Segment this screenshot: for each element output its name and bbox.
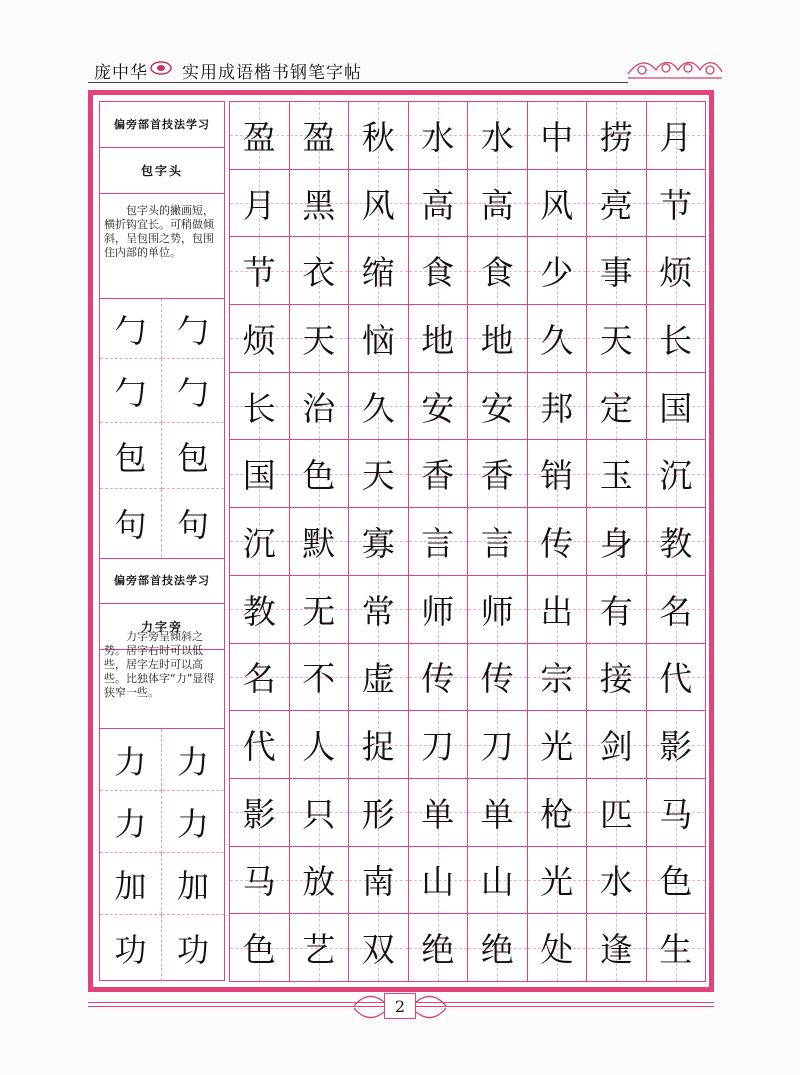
grid-cell (586, 710, 647, 779)
grid-char: 秋 (361, 117, 395, 157)
grid-char: 销 (540, 456, 574, 496)
grid-char: 枪 (540, 794, 574, 834)
example-char: 勹 (100, 359, 162, 423)
grid-char: 代 (242, 727, 276, 767)
grid-char: 黑 (302, 185, 336, 225)
grid-cell (467, 575, 528, 644)
grid-char: 刀 (421, 727, 455, 767)
grid-cell (527, 913, 588, 982)
grid-char: 艺 (302, 930, 336, 970)
grid-cell (348, 169, 409, 238)
example-char: 功 (100, 915, 162, 981)
book-title: 实用成语楷书钢笔字帖 (182, 63, 362, 83)
grid-char: 缩 (361, 253, 395, 293)
grid-char: 匹 (599, 794, 633, 834)
grid-char: 香 (421, 456, 455, 496)
grid-char: 默 (302, 523, 336, 563)
grid-cell (229, 575, 290, 644)
grid-char: 生 (659, 930, 693, 970)
grid-char: 恼 (361, 320, 395, 360)
author-name: 庞中华 (94, 63, 148, 83)
grid-char: 教 (242, 591, 276, 631)
grid-char: 放 (302, 862, 336, 902)
grid-cell (289, 913, 350, 982)
grid-cell (289, 507, 350, 576)
grid-cell (646, 643, 707, 712)
grid-char: 处 (540, 930, 574, 970)
grid-cell (348, 778, 409, 847)
grid-char: 双 (361, 930, 395, 970)
grid-cell (289, 169, 350, 238)
grid-char: 玉 (599, 456, 633, 496)
grid-char: 接 (599, 659, 633, 699)
grid-cell (586, 439, 647, 508)
grid-char: 食 (421, 253, 455, 293)
grid-cell (348, 101, 409, 170)
radical-sidebar (99, 101, 225, 981)
grid-char: 剑 (599, 727, 633, 767)
grid-char: 色 (242, 930, 276, 970)
grid-cell (229, 304, 290, 373)
grid-cell (348, 236, 409, 305)
grid-cell (289, 710, 350, 779)
grid-cell (646, 575, 707, 644)
grid-cell (229, 507, 290, 576)
grid-cell (527, 846, 588, 915)
grid-cell (467, 439, 528, 508)
grid-char: 月 (659, 117, 693, 157)
grid-char: 山 (480, 862, 514, 902)
grid-char: 光 (540, 727, 574, 767)
grid-cell (527, 304, 588, 373)
example-char: 力 (162, 791, 224, 853)
grid-char: 传 (421, 659, 455, 699)
grid-char: 师 (480, 591, 514, 631)
grid-char: 影 (659, 727, 693, 767)
grid-cell (646, 304, 707, 373)
grid-cell (646, 507, 707, 576)
example-char: 勹 (162, 359, 224, 423)
page-footer (88, 992, 714, 1022)
grid-char: 人 (302, 727, 336, 767)
grid-cell (229, 710, 290, 779)
section2-subtitle: 力字旁 (100, 604, 224, 650)
grid-cell (229, 439, 290, 508)
example-char: 勹 (162, 299, 224, 359)
grid-char: 亮 (599, 185, 633, 225)
grid-cell (527, 507, 588, 576)
grid-char: 天 (361, 456, 395, 496)
grid-cell (467, 710, 528, 779)
grid-char: 少 (540, 253, 574, 293)
grid-cell (646, 710, 707, 779)
grid-char: 宗 (540, 659, 574, 699)
grid-cell (586, 169, 647, 238)
grid-cell (408, 778, 469, 847)
grid-cell (408, 101, 469, 170)
grid-cell (229, 169, 290, 238)
grid-char: 色 (302, 456, 336, 496)
grid-char: 国 (242, 456, 276, 496)
grid-cell (527, 236, 588, 305)
grid-cell (527, 643, 588, 712)
grid-char: 单 (421, 794, 455, 834)
grid-char: 香 (480, 456, 514, 496)
grid-cell (348, 372, 409, 441)
grid-cell (348, 710, 409, 779)
grid-char: 师 (421, 591, 455, 631)
grid-cell (646, 846, 707, 915)
grid-char: 不 (302, 659, 336, 699)
grid-cell (408, 575, 469, 644)
grid-cell (289, 236, 350, 305)
grid-char: 水 (599, 862, 633, 902)
grid-cell (646, 372, 707, 441)
grid-char: 捞 (599, 117, 633, 157)
grid-cell (408, 169, 469, 238)
grid-char: 教 (659, 523, 693, 563)
grid-cell (408, 439, 469, 508)
grid-cell (527, 169, 588, 238)
grid-char: 出 (540, 591, 574, 631)
grid-cell (646, 169, 707, 238)
grid-char: 衣 (302, 253, 336, 293)
grid-char: 山 (421, 862, 455, 902)
grid-char: 南 (361, 862, 395, 902)
grid-char: 马 (659, 794, 693, 834)
grid-char: 烦 (242, 320, 276, 360)
grid-cell (289, 304, 350, 373)
grid-char: 刀 (480, 727, 514, 767)
grid-char: 风 (361, 185, 395, 225)
grid-char: 高 (421, 185, 455, 225)
grid-char: 逢 (599, 930, 633, 970)
example-char: 力 (100, 729, 162, 791)
grid-char: 形 (361, 794, 395, 834)
grid-char: 身 (599, 523, 633, 563)
grid-cell (467, 236, 528, 305)
grid-char: 沉 (659, 456, 693, 496)
example-char: 包 (162, 423, 224, 489)
grid-cell (586, 236, 647, 305)
grid-char: 常 (361, 591, 395, 631)
grid-cell (289, 439, 350, 508)
section1-description: 包字头的撇画短，横折钩宜长。可稍做倾斜，呈包围之势，包围住内部的单位。 (104, 204, 214, 259)
grid-cell (229, 643, 290, 712)
grid-char: 节 (242, 253, 276, 293)
grid-char: 邦 (540, 388, 574, 428)
grid-cell (348, 913, 409, 982)
grid-cell (289, 778, 350, 847)
example-char: 勹 (100, 299, 162, 359)
grid-cell (527, 372, 588, 441)
grid-cell (467, 507, 528, 576)
grid-char: 月 (242, 185, 276, 225)
grid-char: 久 (361, 388, 395, 428)
grid-cell (527, 778, 588, 847)
grid-cell (586, 913, 647, 982)
grid-char: 有 (599, 591, 633, 631)
header-rule (88, 82, 628, 83)
section2-title: 偏旁部首技法学习 (100, 558, 224, 604)
grid-char: 久 (540, 320, 574, 360)
grid-char: 食 (480, 253, 514, 293)
grid-cell (408, 846, 469, 915)
grid-char: 传 (540, 523, 574, 563)
grid-char: 中 (540, 117, 574, 157)
grid-cell (586, 846, 647, 915)
grid-char: 长 (242, 388, 276, 428)
grid-cell (646, 101, 707, 170)
grid-cell (467, 101, 528, 170)
ornament-icon (150, 61, 172, 75)
grid-cell (408, 507, 469, 576)
grid-char: 定 (599, 388, 633, 428)
grid-cell (586, 643, 647, 712)
grid-char: 高 (480, 185, 514, 225)
section2-description: 力字旁呈倾斜之势。居字右时可以低些，居字左时可以高些。比独体字“力”显得狭窄一些。 (104, 630, 215, 699)
grid-cell (348, 643, 409, 712)
grid-char: 水 (421, 117, 455, 157)
grid-cell (646, 439, 707, 508)
grid-cell (229, 913, 290, 982)
grid-char: 传 (480, 659, 514, 699)
grid-char: 天 (599, 320, 633, 360)
grid-cell (646, 913, 707, 982)
example-char: 力 (162, 729, 224, 791)
grid-cell (408, 236, 469, 305)
grid-cell (527, 439, 588, 508)
grid-char: 节 (659, 185, 693, 225)
floral-border-icon (626, 52, 724, 82)
grid-cell (289, 101, 350, 170)
page-number: 2 (384, 993, 416, 1019)
grid-cell (586, 372, 647, 441)
grid-char: 寡 (361, 523, 395, 563)
grid-char: 沉 (242, 523, 276, 563)
grid-cell (229, 236, 290, 305)
grid-cell (289, 372, 350, 441)
grid-char: 影 (242, 794, 276, 834)
example-char: 功 (176, 931, 209, 969)
grid-char: 言 (480, 523, 514, 563)
grid-cell (408, 304, 469, 373)
grid-char: 名 (242, 659, 276, 699)
grid-char: 绝 (480, 930, 514, 970)
grid-char: 地 (480, 320, 514, 360)
grid-cell (646, 236, 707, 305)
grid-char: 安 (480, 388, 514, 428)
grid-cell (229, 101, 290, 170)
example-char: 句 (100, 489, 162, 557)
grid-cell (586, 778, 647, 847)
grid-char: 水 (480, 117, 514, 157)
grid-char: 安 (421, 388, 455, 428)
grid-cell (408, 643, 469, 712)
grid-char: 只 (302, 794, 336, 834)
example-char: 句 (176, 506, 209, 544)
section1-title: 偏旁部首技法学习 (100, 102, 224, 148)
grid-cell (467, 304, 528, 373)
grid-cell (289, 846, 350, 915)
grid-char: 马 (242, 862, 276, 902)
grid-cell (527, 101, 588, 170)
grid-cell (527, 575, 588, 644)
grid-char: 地 (421, 320, 455, 360)
grid-cell (229, 372, 290, 441)
grid-char: 光 (540, 862, 574, 902)
grid-char: 长 (659, 320, 693, 360)
grid-cell (348, 507, 409, 576)
grid-cell (586, 575, 647, 644)
example-char: 力 (100, 791, 162, 853)
grid-cell (586, 304, 647, 373)
grid-char: 风 (540, 185, 574, 225)
grid-char: 代 (659, 659, 693, 699)
section1-subtitle: 包字头 (100, 148, 224, 194)
grid-char: 盈 (242, 117, 276, 157)
grid-cell (527, 710, 588, 779)
grid-cell (229, 778, 290, 847)
example-char: 加 (100, 853, 162, 915)
grid-cell (467, 846, 528, 915)
grid-cell (289, 643, 350, 712)
grid-cell (348, 304, 409, 373)
practice-grid (229, 101, 705, 981)
grid-cell (586, 101, 647, 170)
grid-char: 虚 (361, 659, 395, 699)
grid-char: 盈 (302, 117, 336, 157)
example-char: 包 (100, 423, 162, 489)
grid-cell (408, 710, 469, 779)
grid-cell (586, 507, 647, 576)
grid-cell (348, 575, 409, 644)
grid-cell (408, 372, 469, 441)
grid-cell (646, 778, 707, 847)
grid-char: 捉 (361, 727, 395, 767)
grid-cell (229, 846, 290, 915)
grid-char: 国 (659, 388, 693, 428)
grid-char: 单 (480, 794, 514, 834)
grid-char: 无 (302, 591, 336, 631)
grid-cell (467, 913, 528, 982)
example-char: 加 (162, 853, 224, 915)
page-header (0, 52, 800, 86)
grid-cell (348, 439, 409, 508)
grid-char: 言 (421, 523, 455, 563)
grid-cell (348, 846, 409, 915)
grid-cell (467, 643, 528, 712)
grid-cell (289, 575, 350, 644)
grid-char: 烦 (659, 253, 693, 293)
grid-cell (467, 778, 528, 847)
grid-cell (408, 913, 469, 982)
grid-cell (467, 372, 528, 441)
grid-char: 绝 (421, 930, 455, 970)
grid-char: 色 (659, 862, 693, 902)
grid-char: 名 (659, 591, 693, 631)
grid-char: 天 (302, 320, 336, 360)
grid-cell (467, 169, 528, 238)
grid-char: 治 (302, 388, 336, 428)
grid-char: 事 (599, 253, 633, 293)
